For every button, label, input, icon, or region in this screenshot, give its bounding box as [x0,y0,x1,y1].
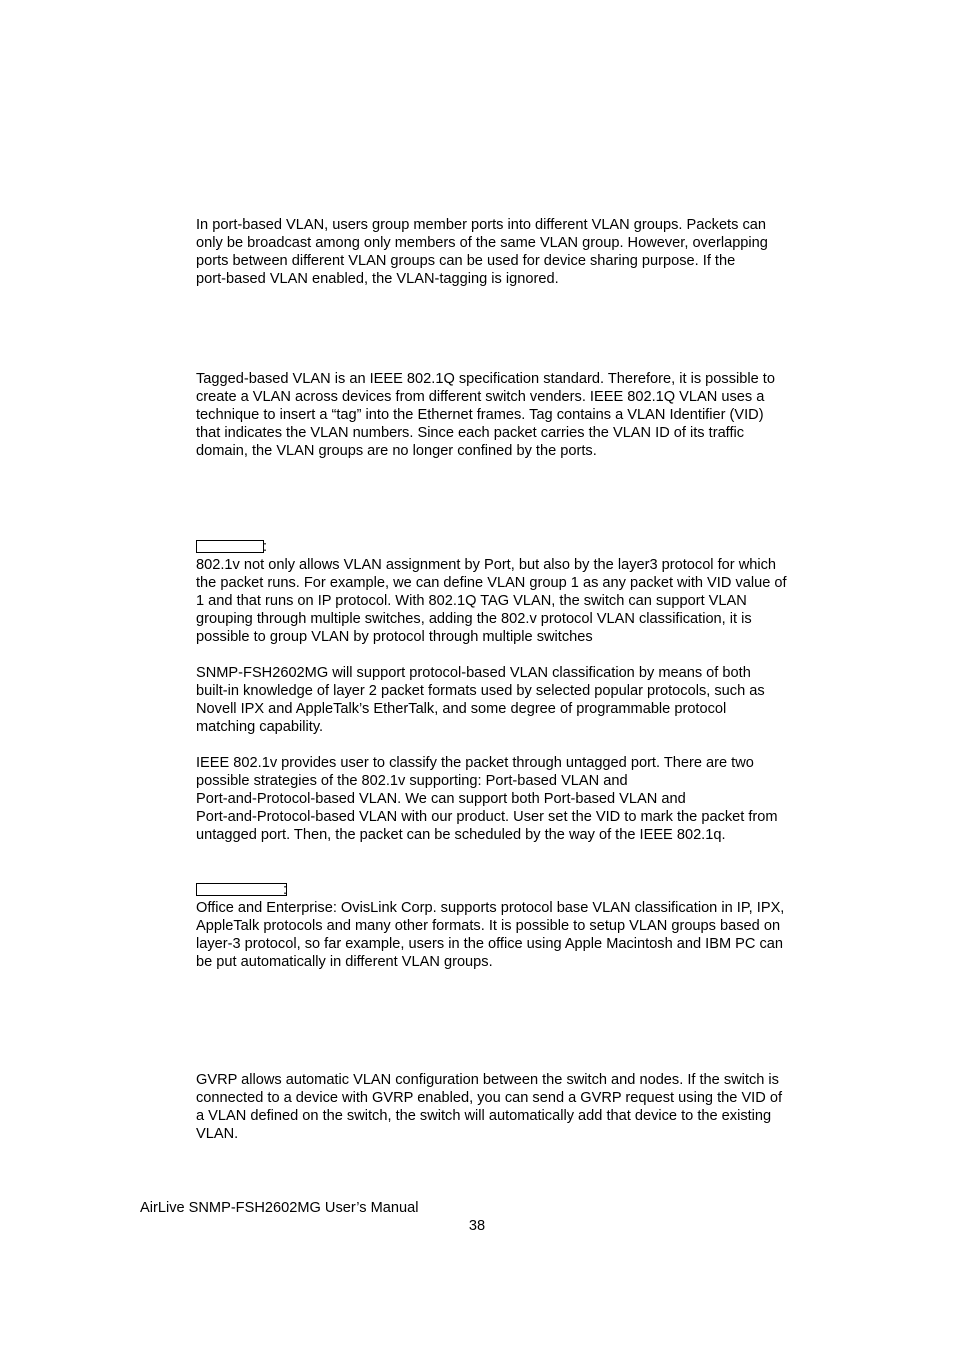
gvrp-paragraph [196,1071,826,1143]
snmp-support-paragraph [196,664,826,736]
label-colon: : [283,882,288,898]
ieee-802-1v-paragraph [196,754,826,844]
office-enterprise-paragraph [196,899,826,971]
text-line: 802.1v not only allows VLAN assignment by Port, but also by the layer3 protocol for which [196,557,777,573]
text-line: Novell IPX and AppleTalk’s EtherTalk, and some degree of programmable protocol [196,701,727,717]
text-line: matching capability. [196,719,324,735]
text-line: built-in knowledge of layer 2 packet formats used by selected popular protocols, such as [196,683,765,699]
tagged-based-vlan-paragraph [196,370,826,460]
text-line: SNMP-FSH2602MG will support protocol-based VLAN classification by means of both [196,665,751,681]
text-line: possible to group VLAN by protocol through multiple switches [196,629,593,645]
text-line: VLAN. [196,1126,239,1142]
label-box [196,540,264,553]
text-line: layer-3 protocol, so far example, users in the office using Apple Macintosh and IBM PC can [196,936,784,952]
text-line: In port-based VLAN, users group member ports into different VLAN groups. Packets can [196,217,766,233]
text-line: be put automatically in different VLAN groups. [196,954,493,970]
label-colon: : [263,539,268,555]
protocol-802-1v-paragraph [196,556,826,646]
text-line: IEEE 802.1v provides user to classify the packet through untagged port. There are two [196,755,754,771]
text-line: AppleTalk protocols and many other formats. It is possible to setup VLAN groups based on [196,918,781,934]
text-line: port-based VLAN enabled, the VLAN-tagging is ignored. [196,271,559,287]
text-line: Port-and-Protocol-based VLAN. We can support both Port-based VLAN and [196,791,686,807]
text-line: GVRP allows automatic VLAN configuration between the switch and nodes. If the switch is [196,1072,779,1088]
text-line: technique to insert a “tag” into the Ethernet frames. Tag contains a VLAN Identifier (VID) [196,407,764,423]
text-line: Port-and-Protocol-based VLAN with our product. User set the VID to mark the packet from [196,809,778,825]
text-line: that indicates the VLAN numbers. Since each packet carries the VLAN ID of its traffic [196,425,745,441]
port-based-vlan-paragraph [196,216,826,288]
text-line: Tagged-based VLAN is an IEEE 802.1Q specification standard. Therefore, it is possible to [196,371,775,387]
text-line: a VLAN defined on the switch, the switch will automatically add that device to the existing [196,1108,772,1124]
text-line: only be broadcast among only members of the same VLAN group. However, overlapping [196,235,768,251]
label-box [196,883,287,896]
text-line: grouping through multiple switches, adding the 802.v protocol VLAN classification, it is [196,611,752,627]
text-line: create a VLAN across devices from different switch venders. IEEE 802.1Q VLAN uses a [196,389,765,405]
text-line: the packet runs. For example, we can define VLAN group 1 as any packet with VID value of [196,575,787,591]
text-line: untagged port. Then, the packet can be scheduled by the way of the IEEE 802.1q. [196,827,726,843]
text-line: possible strategies of the 802.1v supporting: Port-based VLAN and [196,773,628,789]
text-line: 1 and that runs on IP protocol. With 802.1Q TAG VLAN, the switch can support VLAN [196,593,747,609]
manual-title: AirLive SNMP-FSH2602MG User’s Manual [140,1200,419,1216]
text-line: connected to a device with GVRP enabled, you can send a GVRP request using the VID of [196,1090,783,1106]
text-line: Office and Enterprise: OvisLink Corp. supports protocol base VLAN classification in IP, IPX, [196,900,785,916]
text-line: ports between different VLAN groups can be used for device sharing purpose. If the [196,253,736,269]
page-number: 38 [468,1218,486,1234]
text-line: domain, the VLAN groups are no longer confined by the ports. [196,443,597,459]
